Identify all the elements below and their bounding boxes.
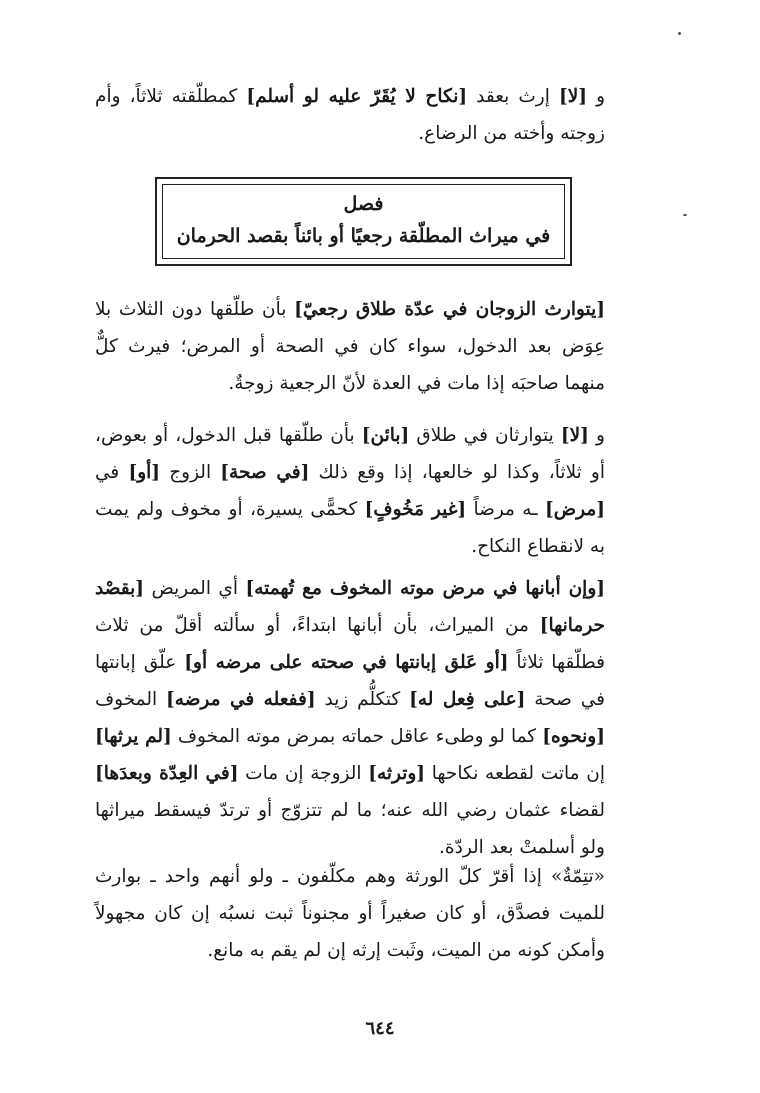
page-number: ٦٤٤: [365, 1018, 395, 1039]
commentary-text: كمطلّقته ثلاثاً، وأم زوجته وأخته من الرضاع.: [95, 86, 605, 144]
section-heading-title: فصل: [343, 193, 384, 215]
bold-matn-text: [في العِدّة وبعدَها]: [95, 763, 239, 784]
commentary-text: أي المريض: [144, 578, 246, 599]
commentary-text: كتكلُّم زيد: [315, 689, 410, 710]
bold-matn-text: [لا]: [558, 86, 587, 107]
paragraph-1: [95, 78, 605, 152]
scan-speck: [678, 32, 681, 35]
commentary-text: الزوج: [160, 462, 221, 483]
bold-matn-text: [لم يرثها]: [95, 726, 172, 747]
commentary-text: الزوجة إن مات: [238, 763, 369, 784]
bold-matn-text: [مرض]: [545, 499, 606, 520]
bold-matn-text: [وإن أبانها في مرض موته المخوف مع تُهمته]: [245, 578, 606, 599]
bold-matn-text: [بائن]: [361, 425, 410, 446]
commentary-text: «تتِمّةٌ» إذا أقرّ كلّ الورثة وهم مكلّفون ـ ولو أنهم واحد ـ بوارث للميت فصدَّق، أو كان صغيراً أو مجنوناً ثبت نسبُه إن كان مجهولاً وأمكن كونه من الميت، وثَبت إرثه إن لم يقم به مانع.: [95, 866, 605, 961]
commentary-text: يتوارثان في طلاق: [409, 425, 561, 446]
scan-speck: [683, 214, 687, 216]
paragraph-5: [95, 858, 605, 969]
bold-matn-text: [ونحوه]: [542, 726, 605, 747]
commentary-text: من الميراث، بأن أبانها ابتداءً، أو سألته أقلّ من ثلاث فطلّقها ثلاثاً: [95, 615, 605, 673]
commentary-text: و: [587, 86, 605, 107]
commentary-text: لقضاء عثمان رضي الله عنه؛ ما لم تتزوّج أو ترتدّ فيسقط ميراثها ولو أسلمتْ بعد الردّة.: [95, 800, 605, 858]
bold-matn-text: [ففعله في مرضه]: [166, 689, 316, 710]
bold-matn-text: [في صحة]: [220, 462, 310, 483]
commentary-text: كحمًّى يسيرة، أو مخوف ولم يمت به لانقطاع النكاح.: [95, 499, 605, 557]
paragraph-2: [95, 291, 605, 402]
bold-matn-text: [بقصْد حرمانها]: [95, 578, 605, 636]
commentary-text: بأن طلّقها دون الثلاث بلا عِوَض بعد الدخول، سواء كان في الصحة أو المرض؛ فيرث كلٌّ منهما صاحبَه إذا مات في العدة لأنّ الرجعية زوجةٌ.: [95, 299, 605, 394]
commentary-text: إرث بعقد: [467, 86, 559, 107]
bold-matn-text: [أو عَلق إبانتها في صحته على مرضه أو]: [184, 652, 509, 673]
commentary-text: المخوف: [95, 689, 167, 710]
commentary-text: في: [95, 462, 129, 483]
bold-matn-text: [نكاح لا يُقَرّ عليه لو أسلم]: [246, 86, 468, 107]
section-heading-box: [155, 177, 572, 266]
commentary-text: إن ماتت لقطعه نكاحها: [425, 763, 606, 784]
commentary-text: كما لو وطىء عاقل حماته بمرض موته المخوف: [171, 726, 543, 747]
bold-matn-text: [لا]: [560, 425, 589, 446]
bold-matn-text: [غير مَخُوفٍ]: [364, 499, 467, 520]
bold-matn-text: [أو]: [128, 462, 161, 483]
commentary-text: بأن طلّقها قبل الدخول، أو بعوض، أو ثلاثاً، وكذا لو خالعها، إذا وقع ذلك: [95, 425, 606, 483]
paragraph-4: [95, 570, 605, 866]
commentary-text: ـه مرضاً: [466, 499, 546, 520]
bold-matn-text: [على فِعل له]: [409, 689, 526, 710]
commentary-text: علّق إبانتها في صحة: [95, 652, 605, 710]
section-heading-subtitle: في ميراث المطلّقة رجعيًا أو بائناً بقصد الحرمان: [176, 225, 551, 247]
commentary-text: و: [588, 425, 605, 446]
bold-matn-text: [وترثه]: [368, 763, 426, 784]
paragraph-3: [95, 417, 605, 565]
bold-matn-text: [يتوارث الزوجان في عدّة طلاق رجعيّ]: [294, 299, 605, 320]
